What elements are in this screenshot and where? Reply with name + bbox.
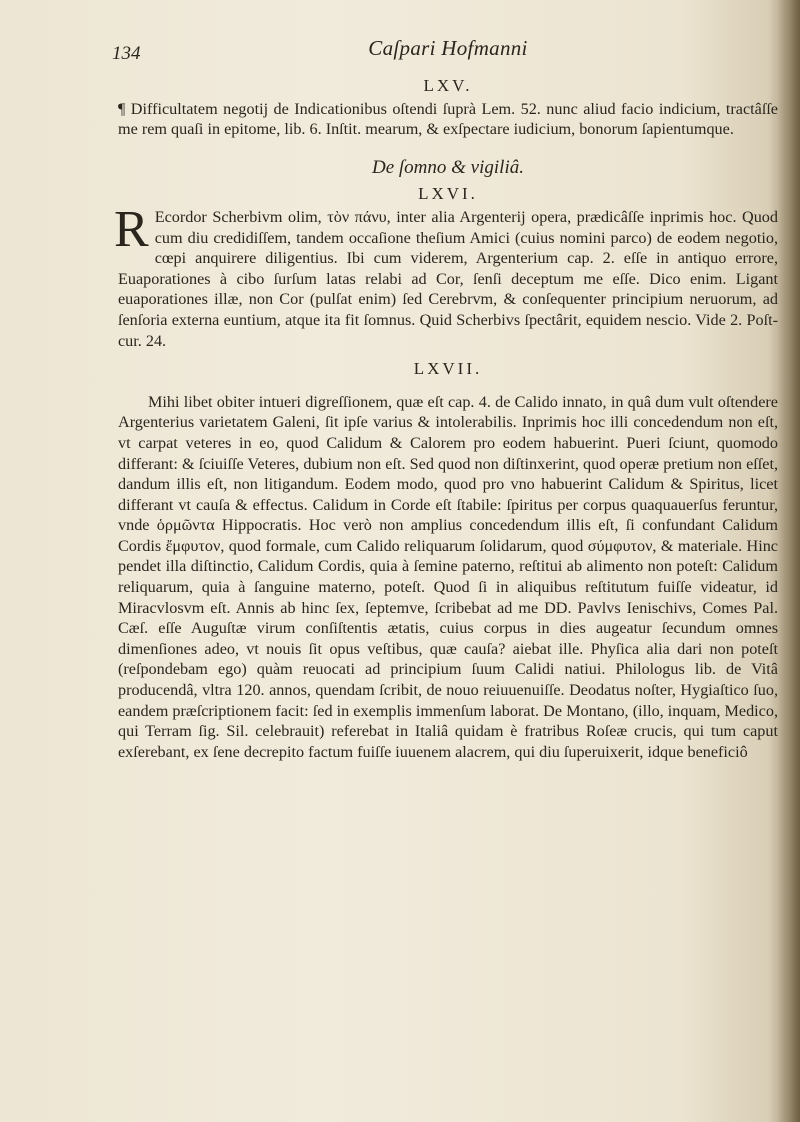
page-content bbox=[112, 36, 778, 762]
paragraph-lxv: ¶ Difficultatem negotij de Indicationibus oſtendi ſuprà Lem. 52. nunc aliud facio indicium, tractâſſe me rem quaſi in epitome, lib. 6. Inſtit. mearum, & exſpectare iudicium, bonorum ſapientumque. bbox=[118, 99, 778, 139]
subheading-de-somno: De ſomno & vigiliâ. bbox=[372, 156, 524, 178]
page-number: 134 bbox=[112, 43, 141, 64]
spacer bbox=[118, 382, 778, 392]
page-edge-shadow bbox=[778, 0, 800, 1122]
running-title: Caſpari Hofmanni bbox=[368, 36, 528, 60]
section-number-lxvii: LXVII. bbox=[413, 359, 483, 379]
drop-cap: R bbox=[114, 200, 149, 258]
paragraph-lxvii: Mihi libet obiter intueri digreſſionem, quæ eſt cap. 4. de Calido innato, in quâ dum vult oſtendere Argenterius varietatem Galeni, ſit ipſe varius & intolerabilis. Inprimis hoc illi concedendum non eſt, vt carpat veteres in eo, quod Calidum & Calorem pro eodem habuerint. Pueri ſciunt, quomodo differant: & ſciuiſſe Veteres, dubium non eſt. Sed quod non diſtinxerint, quod operæ pretium non eſſet, dandum illis eſt, non litigandum. Eodem modo, quod pro vno habuerint Calidum & Spiritus, licet differant vt cauſa & effectus. Calidum in Corde eſt ſtabile: ſpiritus per corpus quaquauerſus feruntur, vnde ὁρμῶντα Hippocratis. Hoc verò non amplius concedendum illis eſt, ſi confundant Calidum Cordis ἔμφυτον, quod formale, cum Calido reliquarum ſolidarum, quod σύμφυτον, & materiale. Hinc pendet illa diſtinctio, Calidum Cordis, quia à ſemine paterno, reſtitui ab alimento non poteſt: Calidum reliquarum, quia à ſanguine materno, poteſt. Quod ſi in aliquibus reſtitutum fuiſſe videatur, id Miracvlosvm eſt. Annis ab hinc ſex, ſeptemve, ſcribebat ad me DD. Pavlvs Ienischivs, Comes Pal. Cæſ. eſſe Auguſtæ virum conſiſtentis ætatis, cuius corpus in dies augeatur ſecundum omnes dimenſiones adeo, vt nouis ſit opus veſtibus, quæ cauſa? aiebat ille. Phyſica alia dari non poteſt (reſpondebam ego) quàm reuocati ad principium ſuum Calidi natiui. Philologus lib. de Vitâ producendâ, vltra 120. annos, quendam ſcribit, de nouo reiuuenuiſſe. Deodatus noſter, Hygiaſtico ſuo, eandem præſcriptionem facit: ſed in exemplis immenſum laborat. De Montano, (illo, inquam, Medico, qui Terram ſig. Sil. celebrauit) referebat in Italiâ quidam è fratribus Roſeæ crucis, qui tum caput exſerebant, ex ſene decrepito factum fuiſſe iuuenem alacrem, qui diu ſuperuixerit, idque beneficiô bbox=[118, 392, 778, 761]
running-head bbox=[112, 36, 778, 72]
section-number-lxvi: LXVI. bbox=[418, 184, 478, 204]
paragraph-lxvi bbox=[114, 200, 778, 351]
section-number-lxv: LXV. bbox=[423, 76, 473, 95]
paragraph-lxvi-text: Ecordor Scherbivm olim, τὸν πάνυ, inter alia Argenterij opera, prædicâſſe inprimis hoc. Quod cum diu credidiſſem, tandem occaſione theſium Amici (cuius nomini parco) de eodem negotio, cœpi anquirere diligentius. Ibi cum viderem, Argenterium cap. 2. eſſe in antiquo errore, Euaporationes à cibo ſurſum latas relabi ad Cor, ſenſi deceptum me eſſe. Dico enim. Ligant euaporationes illæ, non Cor (pulſat enim) ſed Cerebrvm, & conſequenter principium neruorum, ad ſenſoria externa euntium, atque ita fit ſomnus. Quid Scherbivs ſpectârit, equidem nescio. Vide 2. Poſt-cur. 24. bbox=[118, 207, 778, 350]
spacer bbox=[118, 351, 778, 355]
